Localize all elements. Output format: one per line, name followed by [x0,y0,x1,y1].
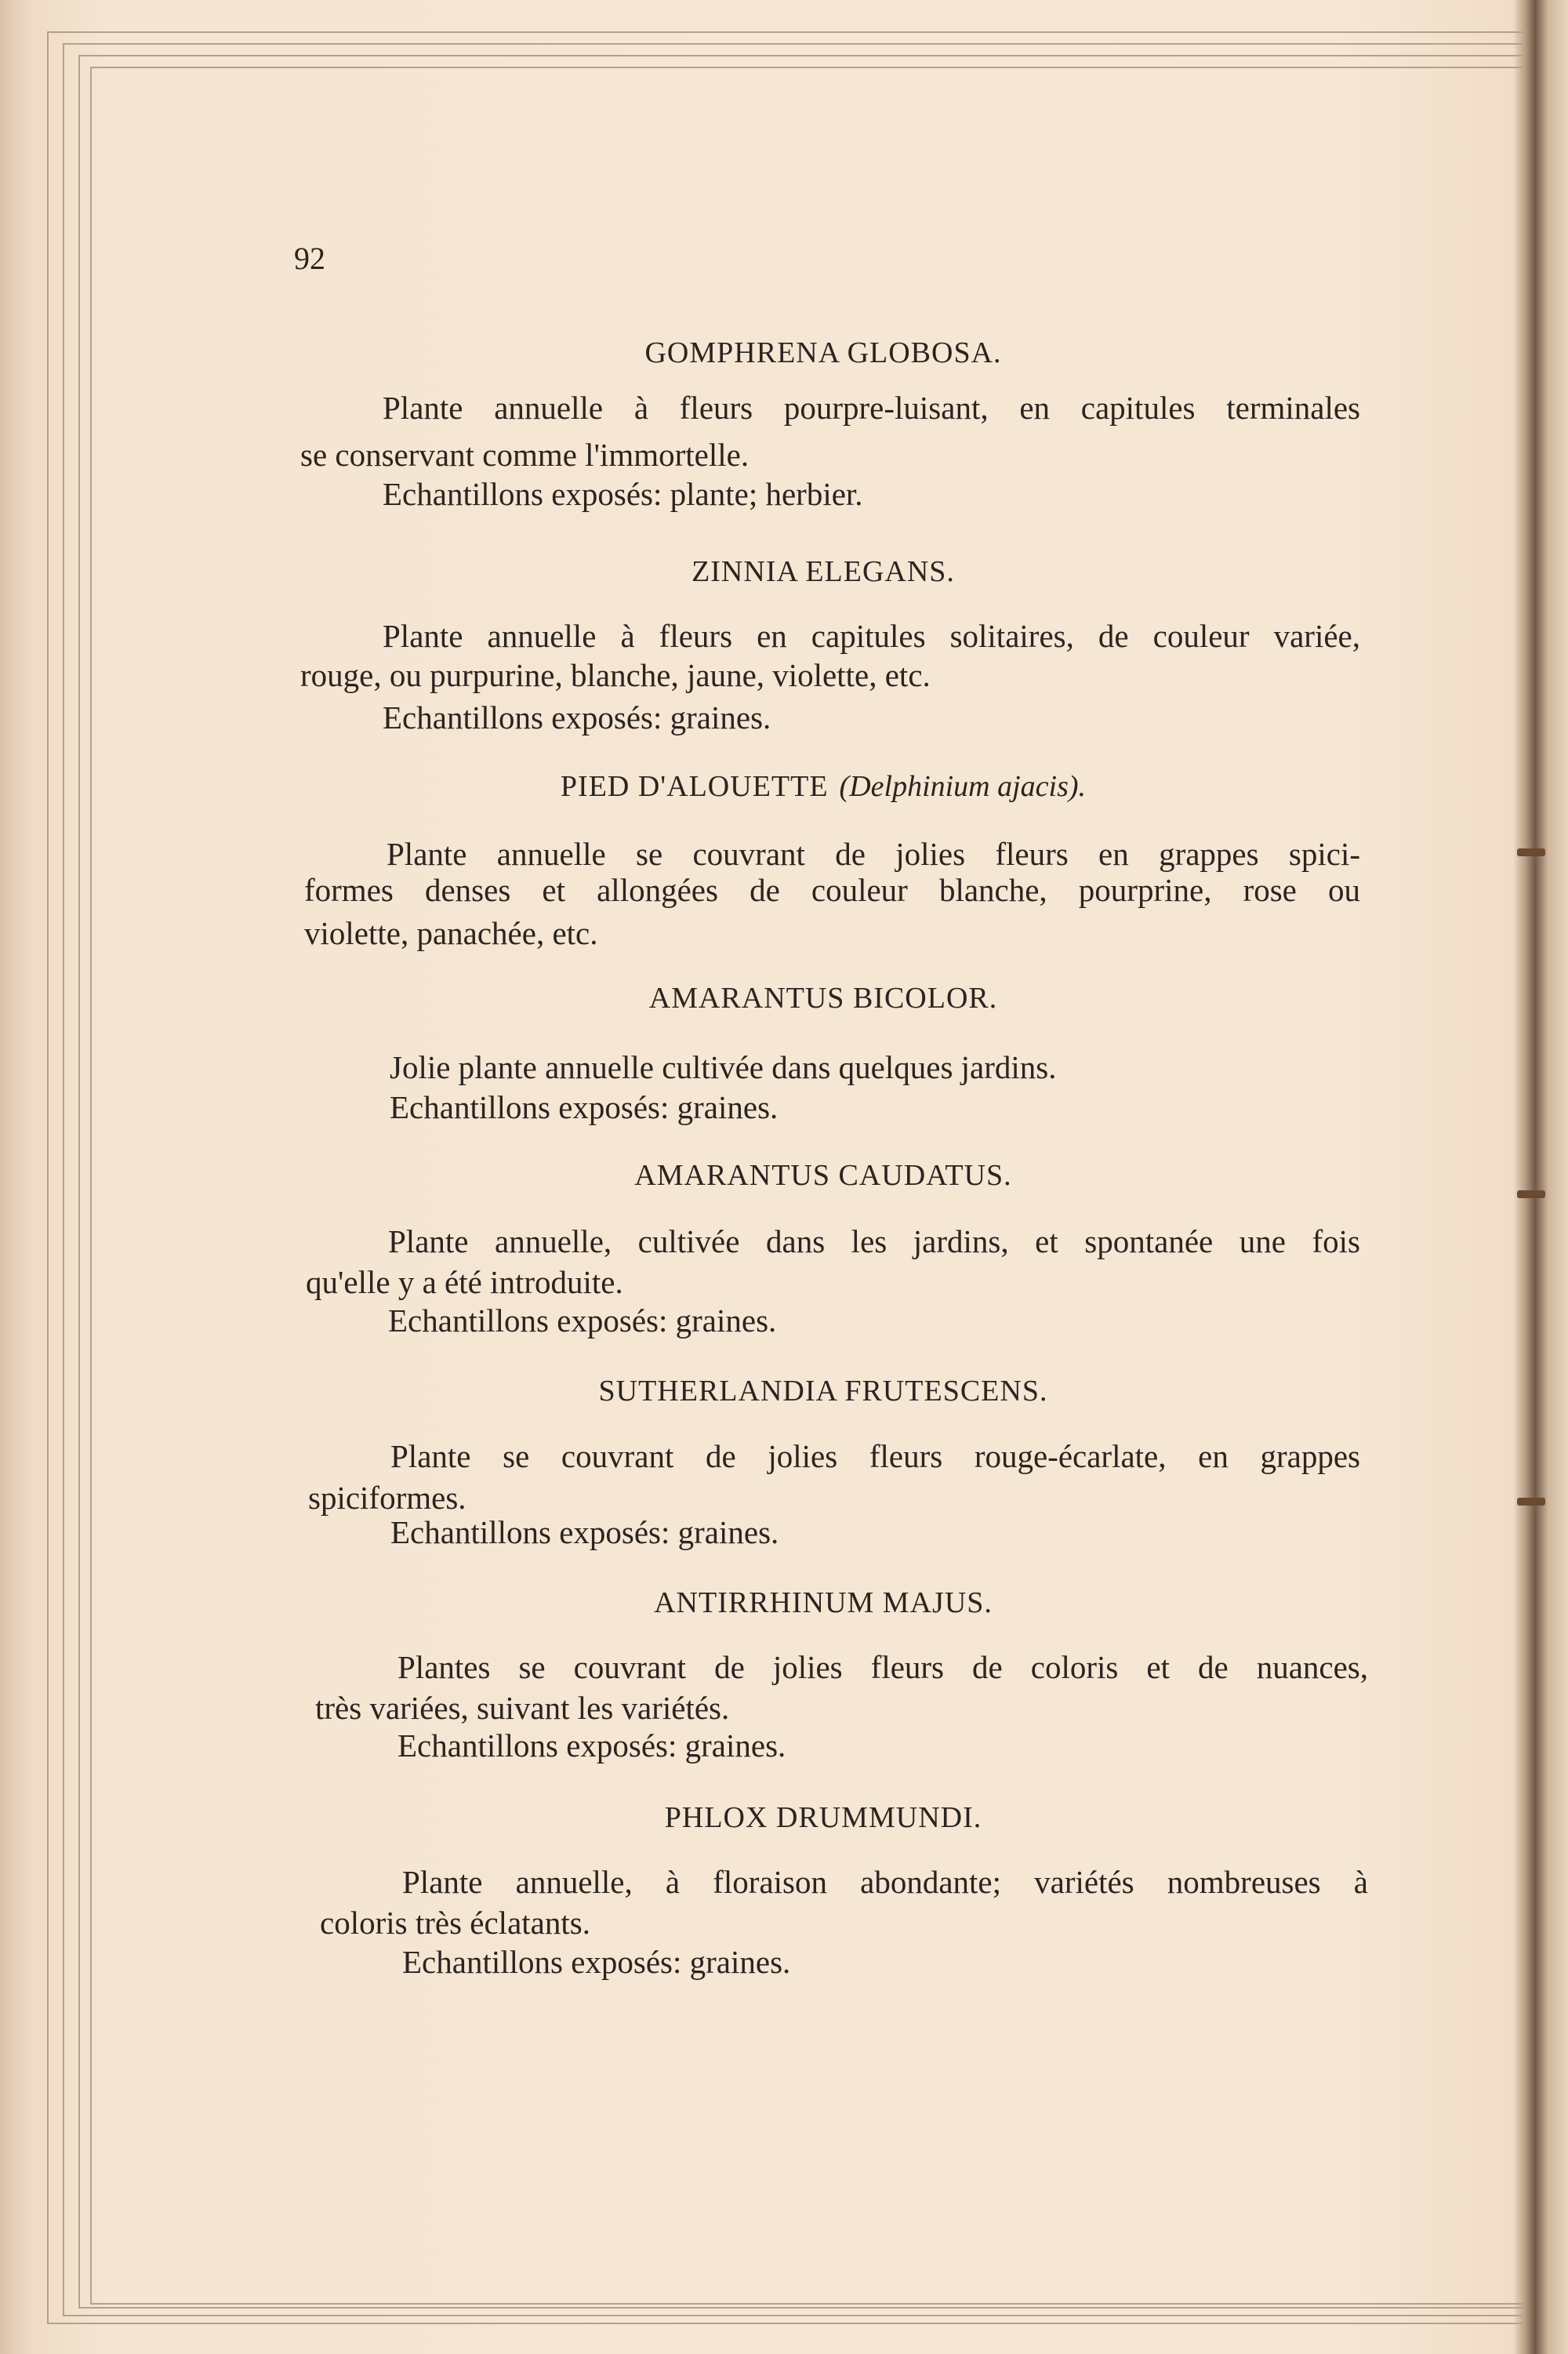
entry-title-latin-name: (Delphinium ajacis). [839,770,1087,803]
samples-line: Echantillons exposés: graines. [397,1727,786,1764]
description-line: Plante annuelle, cultivée dans les jardins, et spontanée une fois [388,1223,1360,1259]
entry-title [274,553,1372,590]
description-line: Plante se couvrant de jolies fleurs rouge-écarlate, en grappes [390,1438,1360,1474]
entry-title-text: PHLOX DRUMMUNDI. [664,1801,982,1834]
entry-title [274,1157,1372,1194]
entry-title-text: AMARANTUS CAUDATUS. [634,1159,1012,1192]
entry-title-text: AMARANTUS BICOLOR. [648,982,998,1015]
entry-title [274,1799,1372,1836]
description-line: formes denses et allongées de couleur blanche, pourprine, rose ou [304,872,1360,908]
entry-title [274,768,1372,805]
entry-title [274,1584,1372,1622]
description-line: Plante annuelle, à floraison abondante; variétés nombreuses à [402,1864,1368,1900]
binding-thread [1517,1498,1545,1506]
description-line: qu'elle y a été introduite. [306,1264,623,1300]
entry-title-text: ANTIRRHINUM MAJUS. [654,1586,993,1619]
entry-title-text: PIED D'ALOUETTE [560,770,829,803]
description-line: violette, panachée, etc. [304,915,598,951]
page-number: 92 [294,241,325,276]
description-line: rouge, ou purpurine, blanche, jaune, violette, etc. [300,657,931,693]
description-line: Plante annuelle à fleurs pourpre-luisant, en capitules terminales [383,390,1360,426]
description-line: se conservant comme l'immortelle. [300,437,750,473]
entry-title [274,1372,1372,1410]
description-line: Jolie plante annuelle cultivée dans quelques jardins. [390,1049,1057,1085]
samples-line: Echantillons exposés: graines. [388,1302,777,1339]
samples-line: Echantillons exposés: plante; herbier. [383,476,863,512]
binding-thread [1517,1190,1545,1198]
samples-line: Echantillons exposés: graines. [390,1089,779,1125]
description-line: Plante annuelle se couvrant de jolies fleurs en grappes spici- [387,836,1360,872]
binding-thread [1517,848,1545,856]
samples-line: Echantillons exposés: graines. [383,699,771,736]
entry-title-text: ZINNIA ELEGANS. [691,555,955,588]
description-line: spiciformes. [308,1480,466,1516]
description-line: coloris très éclatants. [320,1905,590,1941]
description-line: très variées, suivant les variétés. [315,1690,730,1726]
entry-title [274,334,1372,372]
entry-title-text: GOMPHRENA GLOBOSA. [644,336,1002,369]
description-line: Plante annuelle à fleurs en capitules solitaires, de couleur variée, [383,618,1360,654]
description-line: Plantes se couvrant de jolies fleurs de coloris et de nuances, [397,1649,1368,1685]
samples-line: Echantillons exposés: graines. [390,1514,779,1550]
entry-title-text: SUTHERLANDIA FRUTESCENS. [598,1375,1048,1408]
samples-line: Echantillons exposés: graines. [402,1944,791,1980]
entry-title [274,979,1372,1017]
